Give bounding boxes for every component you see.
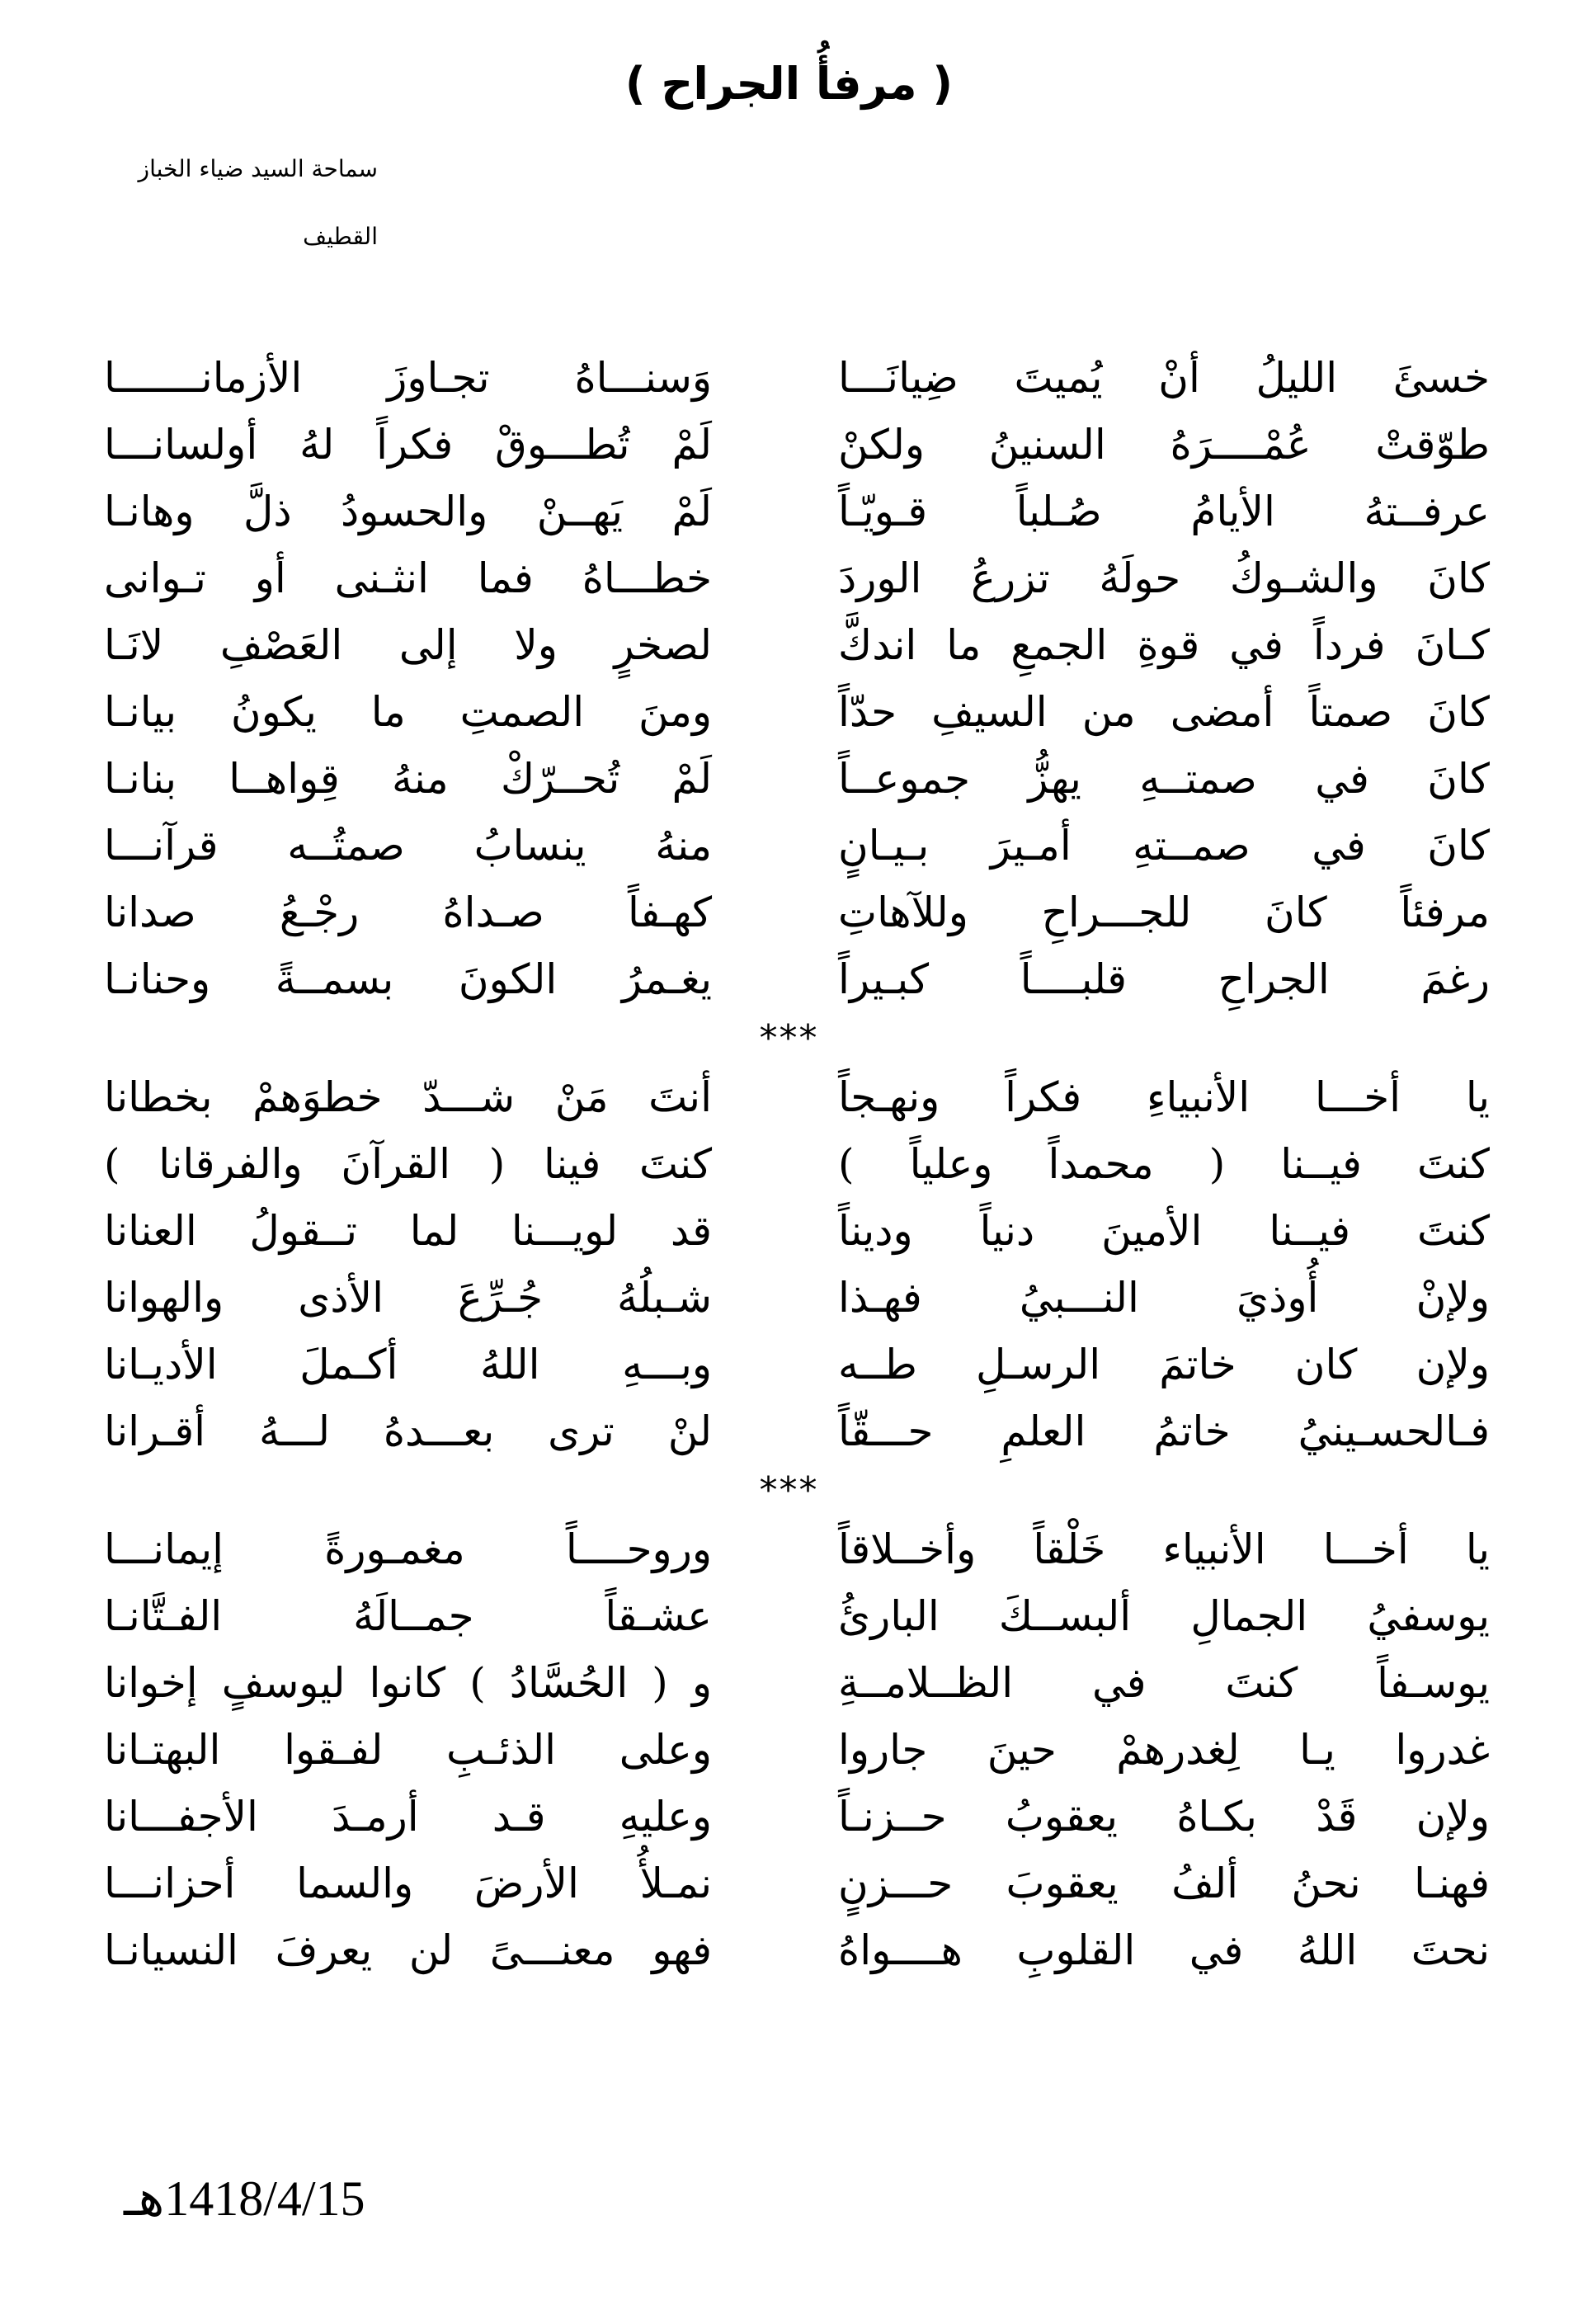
stanza-3 (0, 1516, 1578, 1984)
verse-line (0, 345, 1578, 412)
verse-second-hemistich: منهُ ينسابُ صمتُــه قرآنـــا (104, 822, 712, 870)
verse-line (0, 879, 1578, 946)
verse-second-hemistich: وَسنـــاهُ تجـاوزَ الأزمانـــــــا (104, 354, 712, 402)
composition-date: 1418/4/15هـ (124, 2171, 365, 2226)
verse-line (0, 1265, 1578, 1332)
stanza-1 (0, 345, 1578, 1013)
verse-second-hemistich: عشـقاً جمــالَهُ الفـتَّانـا (104, 1592, 712, 1640)
verse-second-hemistich: ومنَ الصمتِ ما يكونُ بيانـا (104, 688, 712, 736)
verse-first-hemistich: كانَ والشـوكُ حولَهُ تزرعُ الوردَ (838, 554, 1490, 602)
verse-first-hemistich: طوّقتْ عُمْــــرَهُ السنينُ ولكنْ (838, 421, 1490, 469)
verse-second-hemistich: كنتَ فينا ( القرآنَ والفرقانا ) (104, 1140, 712, 1188)
verse-line (0, 1516, 1578, 1583)
verse-line (0, 1198, 1578, 1265)
verse-first-hemistich: نحتَ اللهُ في القلوبِ هــــواهُ (838, 1926, 1490, 1974)
verse-line (0, 1332, 1578, 1398)
verse-first-hemistich: يوسفيُ الجمالِ ألبســكَ البارئُ (838, 1592, 1490, 1640)
verse-line (0, 1850, 1578, 1917)
verse-first-hemistich: يوسـفاً كنتَ في الظــلامــةِ (838, 1659, 1490, 1707)
verse-second-hemistich: أنتَ مَنْ شـــدّ خطوَهمْ بخطانا (104, 1073, 712, 1121)
verse-line (0, 746, 1578, 813)
verse-first-hemistich: ولإن كان خاتمَ الرسـلِ طــه (838, 1341, 1490, 1388)
verse-first-hemistich: فهنـا نحنُ ألفُ يعقوبَ حـــزنٍ (838, 1860, 1490, 1907)
verse-first-hemistich: ولإنْ أُوذيَ النـــبيُ فهـذا (838, 1274, 1490, 1322)
verse-second-hemistich: خطـــاهُ فما انثـنى أو تـوانى (104, 554, 712, 602)
verse-first-hemistich: مرفئاً كانَ للجـــراحِ وللآهاتِ (838, 889, 1490, 936)
verse-line (0, 1064, 1578, 1131)
verse-line (0, 412, 1578, 478)
verse-first-hemistich: كانَ في صمــتهِ أمـيرَ بـيـانٍ (838, 822, 1490, 870)
verse-line (0, 1917, 1578, 1984)
verse-line (0, 1398, 1578, 1465)
verse-line (0, 1131, 1578, 1198)
verse-first-hemistich: فـالحسـينيُ خاتمُ العلمِ حـــقّاً (838, 1407, 1490, 1455)
verse-line (0, 1784, 1578, 1850)
verse-first-hemistich: ولإن قَدْ بكـاهُ يعقوبُ حــزنـاً (838, 1793, 1490, 1841)
verse-second-hemistich: شـبلُهُ جُـرِّعَ الأذى والهوانا (104, 1274, 712, 1322)
verse-line (0, 946, 1578, 1013)
verse-second-hemistich: يغـمرُ الكونَ بسمــةً وحنانـا (104, 955, 712, 1003)
verse-line (0, 478, 1578, 545)
verse-first-hemistich: عرفــتهُ الأيامُ صُـلباً قـويّـاً (838, 488, 1490, 535)
author-name: سماحة السيد ضياء الخباز (138, 155, 378, 182)
verse-second-hemistich: لصخرٍ ولا إلى العَصْفِ لانَـا (104, 621, 712, 669)
verse-second-hemistich: وعلى الذئـبِ لفـقوا البهتـانا (104, 1726, 712, 1774)
verse-first-hemistich: كنتَ فيــنا ( محمداً وعلياً ) (838, 1140, 1490, 1188)
verse-second-hemistich: كهـفاً صـداهُ رجْـعُ صدانا (104, 889, 712, 936)
verse-line (0, 1717, 1578, 1784)
verse-second-hemistich: لَمْ يَهــنْ والحسودُ ذلَّ وهانـا (104, 488, 712, 535)
verse-first-hemistich: كنتَ فيــنا الأمينَ دنياً وديناً (838, 1207, 1490, 1255)
verse-first-hemistich: كانَ في صمتــهِ يهزُّ جموعــاً (838, 755, 1490, 803)
verse-second-hemistich: و ( الحُسَّادُ ) كانوا ليوسفٍ إخوانا (104, 1659, 712, 1707)
poem-body (0, 345, 1578, 1984)
stanza-2 (0, 1064, 1578, 1465)
verse-second-hemistich: وعليهِ قـد أرمـدَ الأجفـــانا (104, 1793, 712, 1841)
verse-line (0, 545, 1578, 612)
verse-second-hemistich: فهو معنـــىً لن يعرفَ النسيانـا (104, 1926, 712, 1974)
verse-line (0, 679, 1578, 746)
verse-second-hemistich: وبـــهِ اللهُ أكـملَ الأديـانا (104, 1341, 712, 1388)
verse-second-hemistich: نمـلأُ الأرضَ والسما أحزانـــا (104, 1860, 712, 1907)
verse-first-hemistich: يا أخـــا الأنبياء خَلْقاً وأخــلاقاً (838, 1525, 1490, 1573)
verse-first-hemistich: غدروا يـا لِغدرهمْ حينَ جاروا (838, 1726, 1490, 1774)
verse-first-hemistich: رغمَ الجراحِ قلبــــاً كبـيراً (838, 955, 1490, 1003)
verse-first-hemistich: خسئَ الليلُ أنْ يُميتَ ضِيانَـــا (838, 354, 1490, 402)
stanza-separator: *** (759, 1469, 819, 1511)
verse-line (0, 1583, 1578, 1650)
poem-title: ( مرفأُ الجراح ) (624, 58, 954, 110)
verse-second-hemistich: قد لويـــنا لما تــقولُ العنانا (104, 1207, 712, 1255)
verse-first-hemistich: كـانَ فرداً في قوةِ الجمعِ ما اندكَّ (838, 621, 1490, 669)
verse-second-hemistich: لَمْ تُحــرّكْ منهُ قِواهــا بنانـا (104, 755, 712, 803)
verse-second-hemistich: لنْ ترى بعـــدهُ لـــهُ أقـرانا (104, 1407, 712, 1455)
verse-line (0, 612, 1578, 679)
verse-second-hemistich: وروحــــاً مغمـورةً إيمانـــا (104, 1525, 712, 1573)
verse-second-hemistich: لَمْ تُطـــوقْ فكراً لهُ أولسانـــا (104, 421, 712, 469)
verse-line (0, 813, 1578, 879)
stanza-separator: *** (759, 1017, 819, 1059)
author-place: القطيف (303, 223, 378, 250)
verse-line (0, 1650, 1578, 1717)
verse-first-hemistich: يا أخـــا الأنبياءِ فكراً ونهـجاً (838, 1073, 1490, 1121)
verse-first-hemistich: كانَ صمتاً أمضى من السيفِ حدّاً (838, 688, 1490, 736)
